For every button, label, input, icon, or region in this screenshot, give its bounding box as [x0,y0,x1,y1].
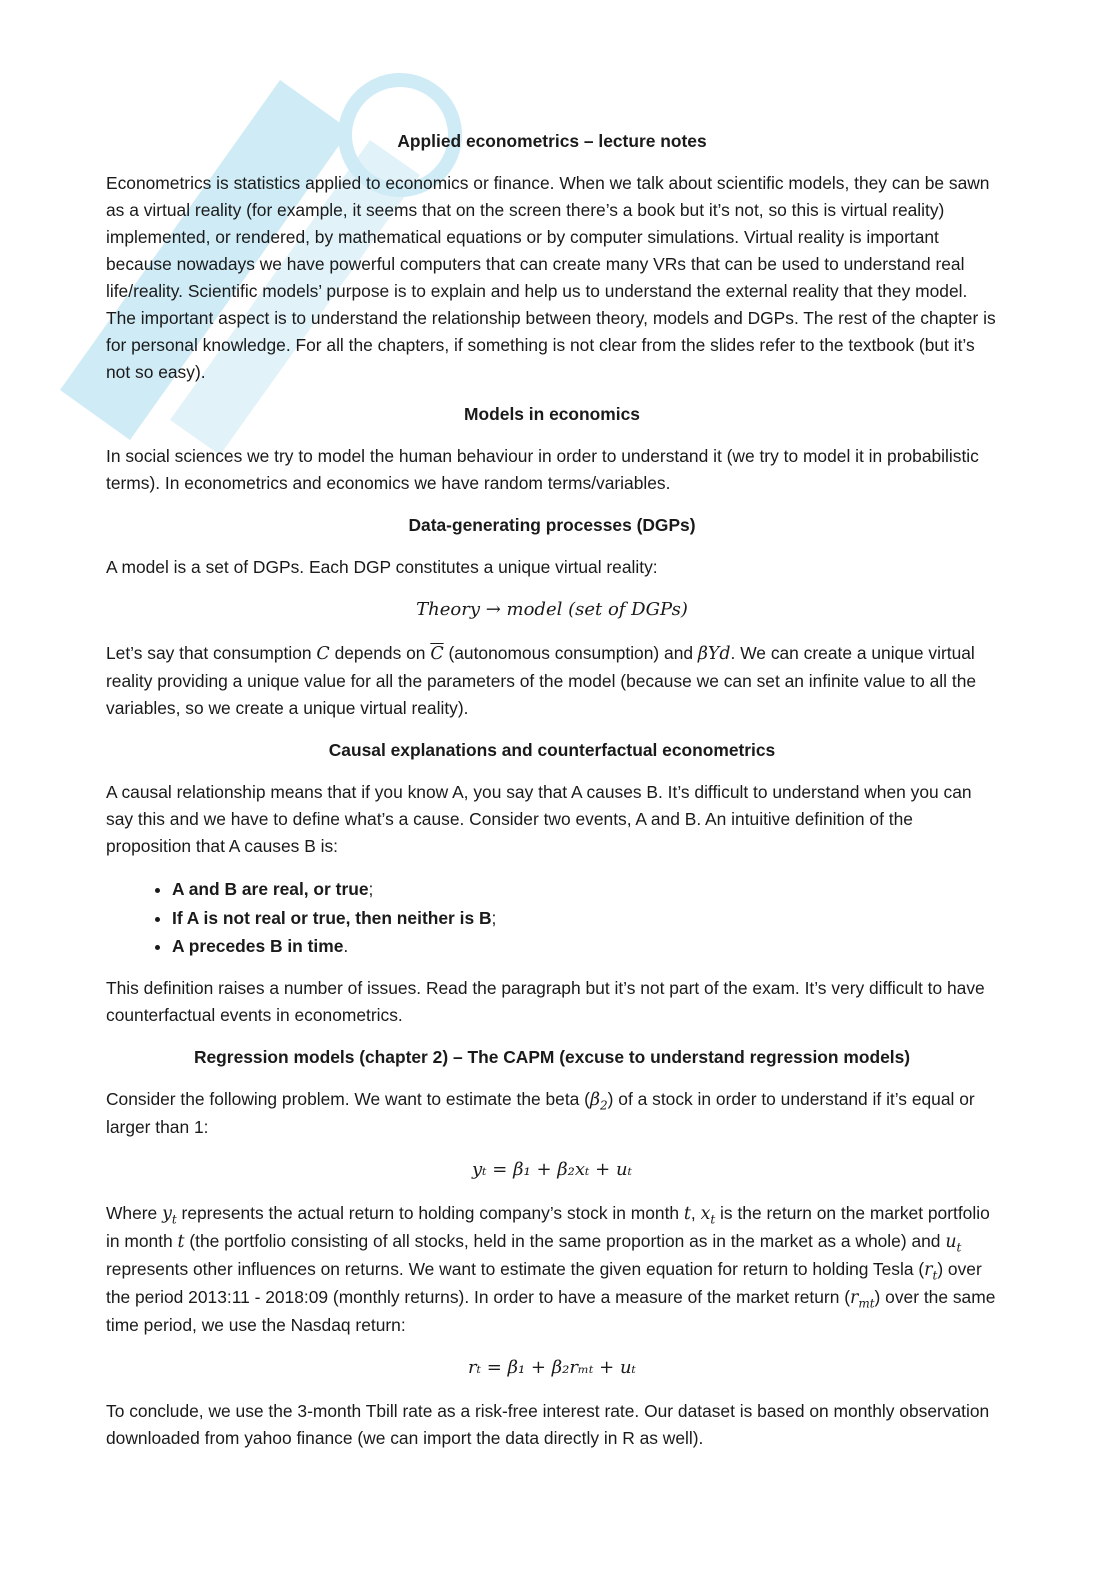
causal-paragraph: A causal relationship means that if you know A, you say that A causes B. It’s difficult to understand when you can say this and we have to define what’s a cause. Consider two events, A and B. An intuitive definition of the proposition that A causes B is: [106,782,972,856]
equation-regression-tesla: rₜ = β₁ + β₂rₘₜ + uₜ [468,1356,636,1378]
document-title: Applied econometrics – lecture notes [397,131,707,151]
heading-regression-models: Regression models (chapter 2) – The CAPM (excuse to understand regression models) [193,1046,911,1067]
dgp-paragraph: A model is a set of DGPs. Each DGP constitutes a unique virtual reality: [106,557,658,577]
heading-causal: Causal explanations and counterfactual econometrics [328,740,776,760]
models-paragraph: In social sciences we try to model the human behaviour in order to understand it (we try to model it in probabilistic terms). In econometrics and economics we have random terms/variables. [106,446,979,493]
equation-theory-model: Theory → model (set of DGPs) [416,599,688,620]
conclusion-paragraph: To conclude, we use the 3-month Tbill rate as a risk-free interest rate. Our dataset is based on monthly observation downloaded from yahoo finance (we can import the data directly in R as well). [106,1400,990,1448]
intro-paragraph: Econometrics is statistics applied to economics or finance. When we talk about scientific models, they can be sawn as a virtual reality (for example, it seems that on the screen there’s a book but it’s not, so this is virtual reality) implemented, or rendered, by mathematical equations or by computer simulations. Virtual reality is important because nowadays we have powerful computers that can create many VRs that can be used to understand real life/reality. Scientific models’ purpose is to explain and help us to understand the external reality that they model. The important aspect is to understand the relationship between theory, models and DGPs. The rest of the chapter is for personal knowledge. For all the chapters, if something is not clear from the slides refer to the textbook (but it’s not so easy). [106,173,996,382]
variables-paragraph: Where $y_t$ represents the actual return to holding company’s stock in month t, $x_t$ is the return on the market portfolio in month t (the portfolio consisting of all stocks, held in the same proportion as in the market as a whole) and $u_t$ represents other influences on returns. We want to estimate the given equation for return to holding Tesla $(r_t)$ over the period 2013:11 - 2018:09 (monthly returns). In order to have a measure of the market return $(r_{mt})$ over the same time period, we use the Nasdaq return: [106,1202,996,1335]
capm-intro-paragraph: Consider the following problem. We want to estimate the beta $(\beta_2)$ of a stock in order to understand if it’s equal or larger than 1: [106,1088,975,1137]
heading-dgps: Data-generating processes (DGPs) [408,515,696,535]
list-item: • A precedes B in time. [172,932,998,961]
definition-issues-paragraph: This definition raises a number of issues. Read the paragraph but it’s not part of the exam. It’s very difficult to have counterfactual events in econometrics. [106,977,985,1025]
equation-regression-general: yₜ = β₁ + β₂xₜ + uₜ [471,1158,633,1180]
heading-models-in-economics: Models in economics [464,404,640,424]
list-item: • If A is not real or true, then neither is B; [172,904,998,933]
consumption-paragraph: Let’s say that consumption C depends on $\overline{C}$ (autonomous consumption) and βYd. We can create a unique virtual reality providing a unique value for all the parameters of the model (because we can set an infinite value to all the variables, so we create a unique virtual reality). [106,643,977,718]
causal-bullet-list [106,875,998,961]
list-item: • A and B are real, or true; [172,875,998,904]
document-page [106,128,998,1467]
